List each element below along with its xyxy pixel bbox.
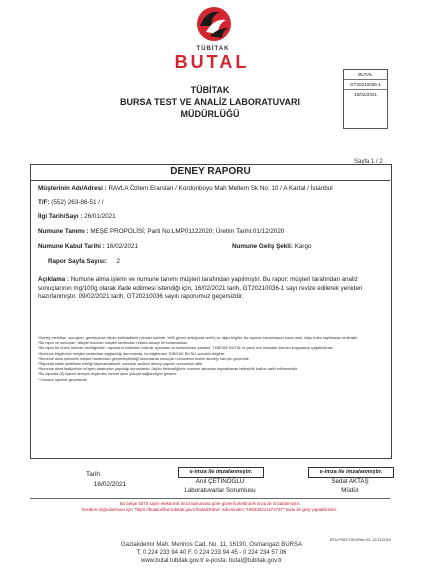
sample-label: Numune Tanımı :: [38, 228, 89, 235]
tubitak-logo-icon: [196, 6, 232, 42]
address-line: Gaziakdemir Mah. Merinos Cad. No. 11, 16190, Osmangazi BURSA: [121, 542, 302, 548]
report-frame: [30, 164, 392, 459]
legal-notice: [30, 501, 390, 513]
phone-value: (552) 263-86-51 / /: [51, 199, 104, 206]
web-line: www.butal.tubitak.gov.tr e-posta: butal@tubitak.gov.tr: [141, 557, 282, 564]
footer-divider: [30, 498, 390, 499]
desc-label: Açıklama :: [38, 276, 69, 283]
logo-org-text: TÜBİTAK: [196, 46, 230, 52]
sample-row: [38, 228, 284, 235]
note-item: *Bu rapor ve sonuçları, talepte bulunan müşteri tarafından reklam amaçlı ile kullanılamaz.: [38, 341, 189, 346]
reference-box: [343, 69, 388, 129]
pages-row: [48, 258, 120, 265]
page-indicator: Sayfa 1 / 2: [354, 159, 383, 165]
note-item: *Bu raporda (S) işareti deneyin dışarıdan hizmet alımı yoluyla sağlandığını gösterir: [38, 372, 177, 377]
ref-date: 16/02/2021: [354, 92, 377, 97]
note-item: *Numune bilgilerinin müşteri tarafından sağlandığı durumlarda, bu bilgilerden TÜBİTAK BUTAL sorumlu değildir.: [38, 351, 226, 356]
note-item: * İmzasız raporlar geçersizdir: [38, 377, 88, 382]
customer-label: Müşterinin Adı/Adresi :: [38, 185, 107, 192]
note-item: *Raporda kalite sertifikası niteliği taşımamaktadır; sonuçlar sadece deneyi yapılan numuneye aittir.: [38, 362, 204, 367]
accept-value: 16/02/2021: [106, 243, 138, 250]
sig2-title: Müdür: [341, 487, 359, 494]
header-line2: BURSA TEST VE ANALİZ LABORATUVARI: [120, 97, 300, 107]
legal-line-2: Evrakın doğrulanması için "https://butalonline.tubitak.gov.tr/butalOnline" adresinden "HW334211474727" kodu ile giriş yapabilirsiniz.: [82, 507, 338, 512]
desc-value: Numune alma işlemi ve numune tanımı müşteri tarafından yapılmıştır. Bu rapor; müşteri tarafından analiz sonuçlarının mg/100g olarak ifade edilmesi istendiği için, 16/02/2021 tarih, GT20210036-1 sayı revize edilerek yeniden hazırlanmıştır. 09/02/2021 tarih, GT20210036 sayılı raporumuz geçersizdir.: [38, 276, 363, 300]
note-item: *Numune alma faaliyetinin müşteri tarafından yapıldığı durumlarda, ölçüm belirsizliğinde numune almadan kaynaklanan belirsizlik katkısı dahil edilmemiştir.: [38, 367, 299, 372]
signatory-2: [300, 477, 400, 495]
date-value: 16/02/2021: [93, 481, 127, 488]
legal-line-1: Bu belge 5070 sayılı elektronik imza kanunana göre güvenli elektronik imza ile imzalanmıştır.: [119, 501, 301, 506]
e-signature-stamp-2: e-imza ile imzalanmıştır.: [308, 467, 394, 478]
date-label: Tarih: [85, 471, 101, 478]
accept-label: Numune Kabul Tarihi :: [38, 243, 105, 250]
pages-label: Rapor Sayfa Sayısı:: [48, 258, 107, 265]
report-title: DENEY RAPORU: [31, 164, 390, 181]
phone-label: T/F:: [38, 199, 50, 206]
arrival-value: Kargo: [294, 243, 312, 250]
customer-row: [38, 185, 333, 192]
header-line1: TÜBİTAK: [190, 85, 230, 95]
note-item: *Bu rapor bir bütün halinde verildiğinden, raporların bölümleri halinde ayrılması ve kullanılması yasaktır. TÜBİTAK BUTAL'ın yazılı izni olmadan kısmen kopyalanıp çoğaltılamaz.: [38, 346, 334, 351]
address-block: [20, 542, 403, 565]
sig2-name: Sedat AKTAŞ: [331, 478, 369, 485]
form-code: BTA-P003-F001/Rev.03; 12/11/2019: [330, 538, 391, 542]
phone-row: [38, 199, 103, 206]
note-item: *Numune alma işleminin müşteri tarafından gerçekleştirildiği durumlarda sonuçlar numunenin teslim alındığı hali için geçerlidir.: [38, 356, 250, 361]
letter-label: İlgi Tarih/Sayı :: [38, 213, 83, 220]
sig1-title: Laboratuvarlar Sorumlusu: [184, 487, 256, 494]
accept-row: [38, 243, 138, 250]
letter-value: 26/01/2021: [84, 213, 116, 220]
phone-line: T. 0 224 233 94 40 F. 0 224 233 94 45 - 0 224 234 57 06: [136, 549, 287, 556]
description: [38, 276, 376, 302]
pages-value: 2: [116, 258, 121, 265]
notes-block: [38, 336, 383, 383]
logo-butal-text: BUTAL: [174, 52, 250, 72]
customer-value: RAVLA Özlem Erarslan / Kordonboyu Mah Meltem Sk No: 10 / A Kartal / İstanbul: [108, 185, 333, 192]
signatory-1: [170, 477, 270, 495]
sig1-name: Anıl ÇETİNOĞLU: [195, 478, 245, 485]
lab-header: [60, 84, 360, 120]
e-signature-stamp-1: e-imza ile imzalanmıştır.: [178, 467, 264, 478]
letter-row: [38, 213, 116, 220]
sample-value: MEŞE PROPOLİSİ; Parti No:LMP01122020; Üretim Tarihi:01/12/2020: [90, 228, 285, 235]
ref-number: GT20210036-1: [344, 80, 387, 90]
ref-label: BUTAL: [344, 70, 387, 80]
note-item: *Deney metotları, sonuçları, gerekiyorsa ölçüm belirsizlikleri (olması halinde, %95 güven aralığında verilir) ve diğer bilgiler, bu raporun tamamlayıcı kısmı olan, takip eden sayfalarda verilmiştir.: [38, 336, 359, 340]
arrival-row: [232, 243, 311, 250]
arrival-label: Numune Geliş Şekli:: [232, 243, 293, 250]
header-line3: MÜDÜRLÜĞÜ: [180, 109, 240, 119]
